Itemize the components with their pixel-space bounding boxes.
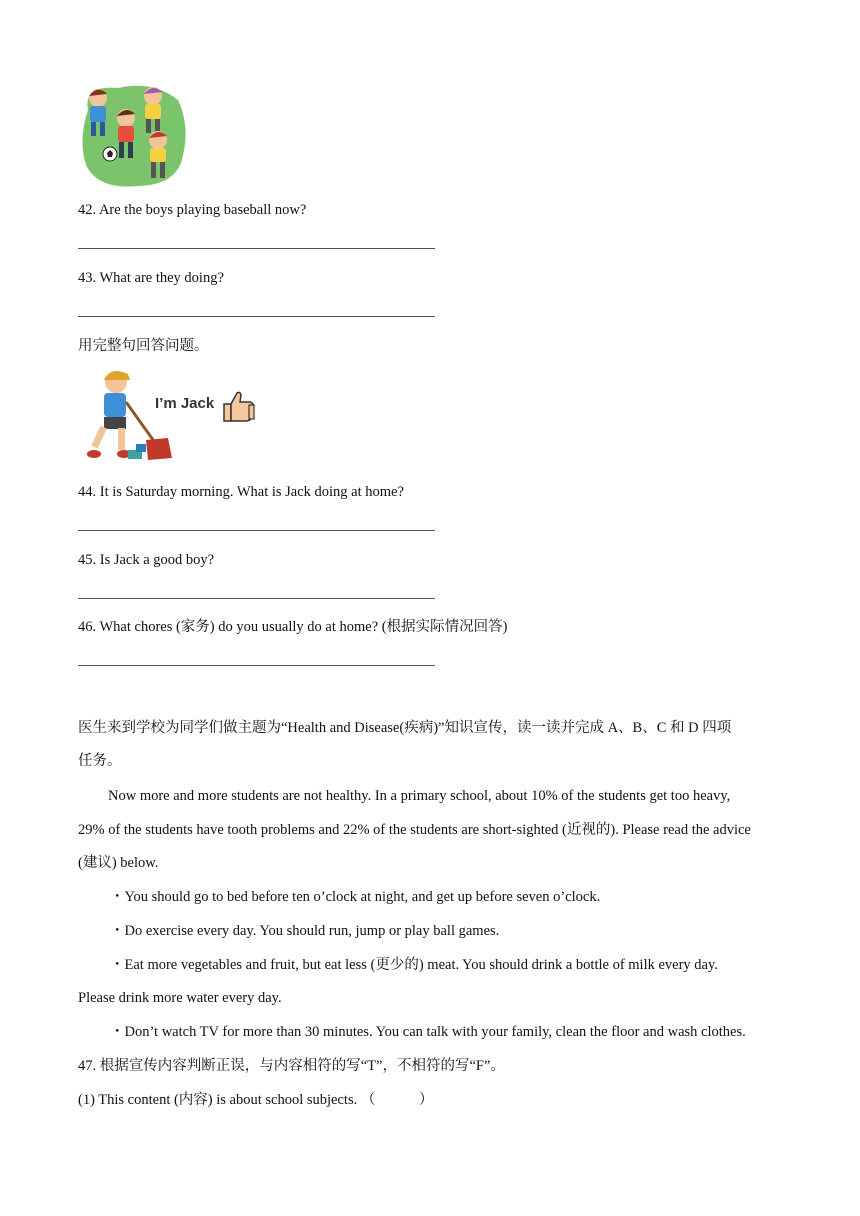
question-47: 47. 根据宣传内容判断正误，与内容相符的写“T”，不相符的写“F”。 — [78, 1058, 505, 1074]
passage-line-2: 29% of the students have tooth problems and 22% of the students are short-sighted (近视的). Please read the advice — [78, 822, 751, 838]
advice-item-3-continued: Please drink more water every day. — [78, 990, 282, 1006]
speech-text: I’m Jack — [155, 395, 215, 412]
intro-line-1: 医生来到学校为同学们做主题为“Health and Disease(疾病)”知识宣传，读一读并完成 A、B、C 和 D 四项 — [78, 720, 732, 736]
jack-sweeping-illustration — [86, 366, 186, 466]
question-43: 43. What are they doing? — [78, 270, 224, 286]
question-44: 44. It is Saturday morning. What is Jack doing at home? — [78, 484, 404, 500]
answer-line-45[interactable] — [78, 598, 435, 599]
question-42: 42. Are the boys playing baseball now? — [78, 202, 307, 218]
thumbs-up-icon — [220, 389, 256, 423]
advice-item-1: ・You should go to bed before ten o’clock at night, and get up before seven o’clock. — [110, 889, 601, 905]
intro-line-2: 任务。 — [78, 753, 122, 769]
passage-line-1: Now more and more students are not healthy. In a primary school, about 10% of the students get too heavy, — [108, 788, 731, 804]
question-46: 46. What chores (家务) do you usually do at home? (根据实际情况回答) — [78, 619, 508, 635]
kids-playing-football-illustration — [78, 80, 188, 190]
passage-line-3: (建议) below. — [78, 855, 159, 871]
answer-line-44[interactable] — [78, 530, 435, 531]
question-47-item-1[interactable]: (1) This content (内容) is about school subjects. （ ） — [78, 1092, 434, 1108]
advice-item-3: ・Eat more vegetables and fruit, but eat less (更少的) meat. You should drink a bottle of milk every day. — [110, 957, 718, 973]
advice-item-4: ・Don’t watch TV for more than 30 minutes. You can talk with your family, clean the floor and wash clothes. — [110, 1024, 746, 1040]
answer-line-43[interactable] — [78, 316, 435, 317]
answer-line-42[interactable] — [78, 248, 435, 249]
answer-line-46[interactable] — [78, 665, 435, 666]
section-instruction: 用完整句回答问题。 — [78, 338, 209, 354]
question-45: 45. Is Jack a good boy? — [78, 552, 215, 568]
advice-item-2: ・Do exercise every day. You should run, jump or play ball games. — [110, 923, 500, 939]
